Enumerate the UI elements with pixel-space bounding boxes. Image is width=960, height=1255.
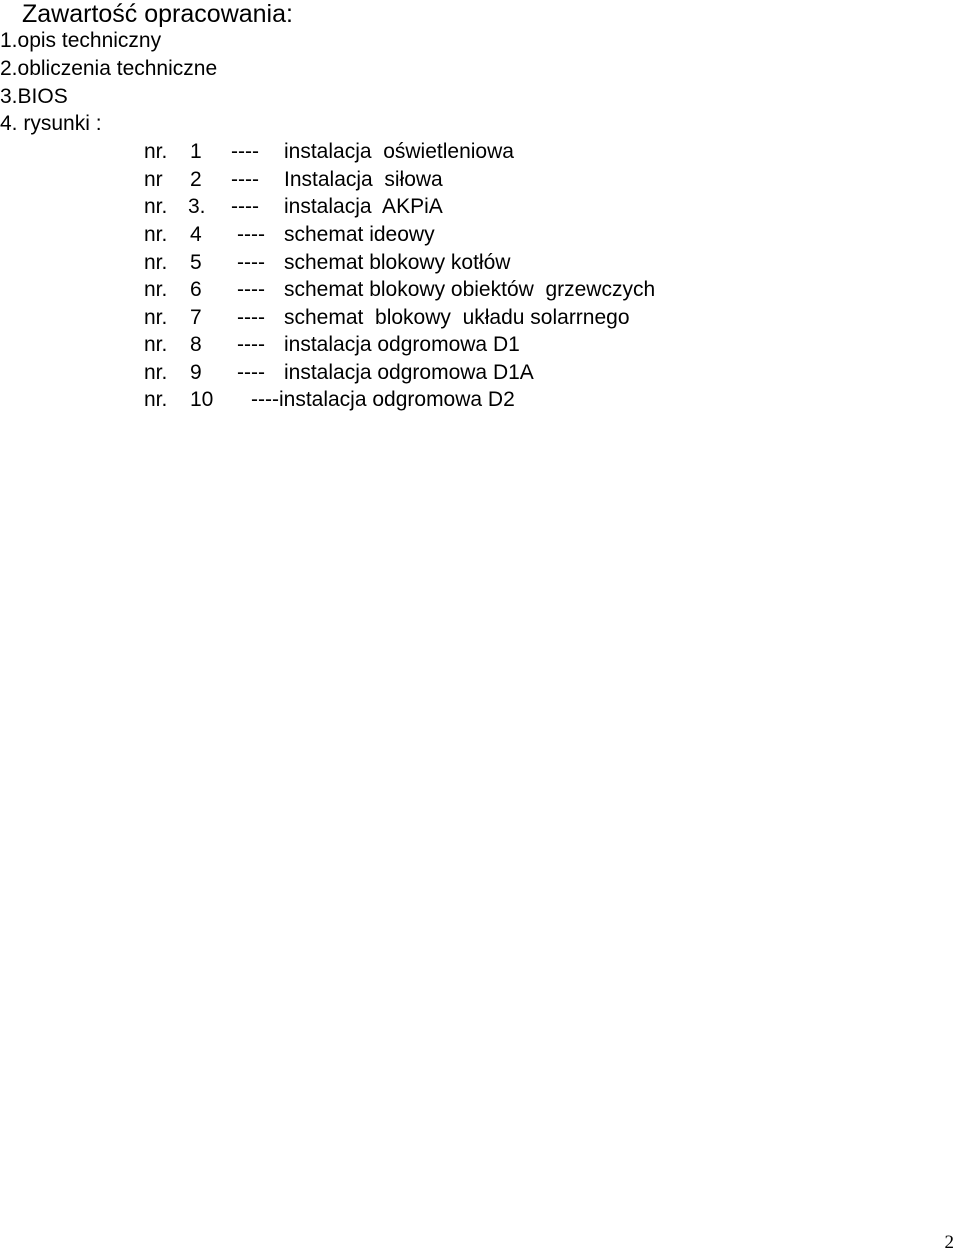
drawing-title: instalacja oświetleniowa — [284, 140, 514, 163]
drawing-row-4 — [0, 223, 960, 247]
drawing-prefix: nr. — [144, 223, 168, 246]
drawing-prefix: nr. — [144, 140, 168, 163]
drawing-row-6 — [0, 278, 960, 302]
drawing-title: Instalacja siłowa — [284, 168, 443, 191]
drawing-title: instalacja odgromowa D1A — [284, 361, 534, 384]
drawing-number: 6 — [190, 278, 202, 301]
drawing-number: 4 — [190, 223, 202, 246]
drawing-number: 2 — [190, 168, 202, 191]
drawing-row-9 — [0, 361, 960, 385]
drawing-prefix: nr. — [144, 333, 168, 356]
drawing-prefix: nr. — [144, 195, 168, 218]
drawing-separator: ---- — [237, 361, 265, 384]
drawing-row-8 — [0, 333, 960, 357]
page-number: 2 — [944, 1232, 954, 1253]
drawing-separator: ---- — [231, 195, 259, 218]
drawing-separator: ---- — [237, 306, 265, 329]
drawing-prefix: nr. — [144, 306, 168, 329]
drawing-prefix: nr — [144, 168, 163, 191]
drawing-title: instalacja AKPiA — [284, 195, 443, 218]
drawing-row-5 — [0, 251, 960, 275]
drawing-number: 9 — [190, 361, 202, 384]
drawing-row-2 — [0, 168, 960, 192]
contents-item-2: 2.obliczenia techniczne — [0, 57, 218, 80]
drawing-title: schemat blokowy kotłów — [284, 251, 511, 274]
drawing-number: 3. — [188, 195, 206, 218]
drawing-number: 7 — [190, 306, 202, 329]
drawing-prefix: nr. — [144, 361, 168, 384]
drawing-separator: ---- — [237, 333, 265, 356]
drawing-title: schemat blokowy obiektów grzewczych — [284, 278, 656, 301]
drawing-title: instalacja odgromowa D1 — [284, 333, 520, 356]
contents-item-4: 4. rysunki : — [0, 112, 102, 135]
drawing-separator: ---- — [237, 251, 265, 274]
drawing-separator: ---- — [237, 223, 265, 246]
drawing-title: ----instalacja odgromowa D2 — [251, 388, 515, 411]
drawing-separator: ---- — [231, 168, 259, 191]
drawing-number: 1 — [190, 140, 202, 163]
drawing-separator: ---- — [237, 278, 265, 301]
contents-item-1: 1.opis techniczny — [0, 29, 162, 52]
drawing-row-7 — [0, 306, 960, 330]
drawing-title: schemat ideowy — [284, 223, 435, 246]
drawing-prefix: nr. — [144, 278, 168, 301]
drawing-prefix: nr. — [144, 388, 168, 411]
drawing-row-1 — [0, 140, 960, 164]
drawing-separator: ---- — [231, 140, 259, 163]
drawing-prefix: nr. — [144, 251, 168, 274]
document-title: Zawartość opracowania: — [22, 0, 293, 28]
drawing-title: schemat blokowy układu solarrnego — [284, 306, 630, 329]
drawing-row-3 — [0, 195, 960, 219]
contents-item-3: 3.BIOS — [0, 85, 68, 108]
drawing-number: 8 — [190, 333, 202, 356]
drawing-number: 10 — [190, 388, 214, 411]
drawing-number: 5 — [190, 251, 202, 274]
drawing-row-10 — [0, 388, 960, 412]
